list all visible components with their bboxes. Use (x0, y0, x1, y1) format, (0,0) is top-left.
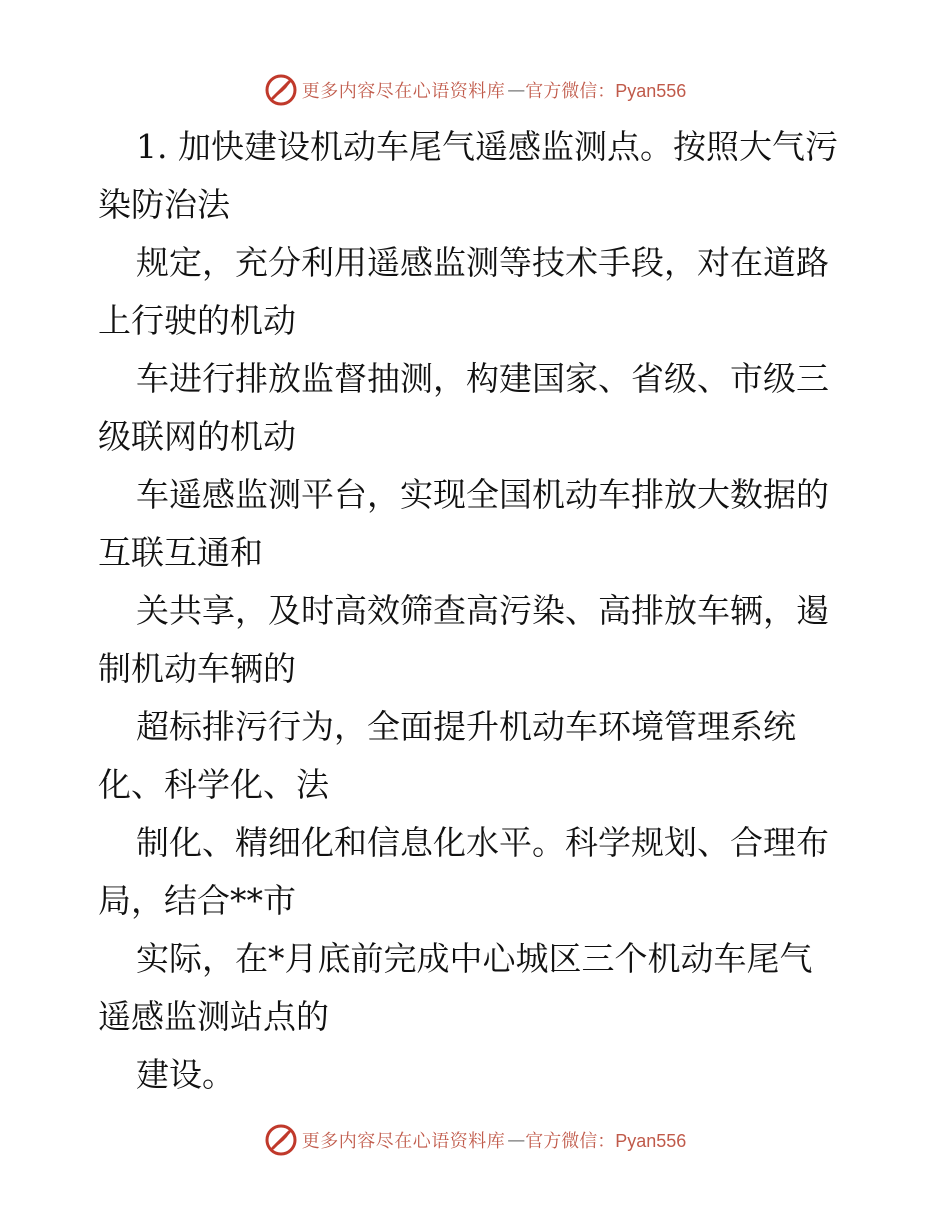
body-line: 实际，在*月底前完成中心城区三个机动车尾气 (136, 939, 813, 978)
body-line: 染防治法 (98, 185, 230, 224)
quill-logo-icon (264, 1123, 298, 1157)
document-body (98, 118, 858, 1104)
body-line: 建设。 (136, 1055, 235, 1094)
body-line: 制化、精细化和信息化水平。科学规划、合理布 (136, 823, 829, 862)
banner-library-text: 更多内容尽在心语资料库 (301, 1131, 506, 1152)
footer-banner (0, 1120, 950, 1160)
body-line: 遥感监测站点的 (98, 997, 329, 1036)
body-line: 化、科学化、法 (98, 765, 329, 804)
body-line: 级联网的机动 (98, 417, 296, 456)
body-line: 上行驶的机动 (98, 301, 296, 340)
body-line: 互联互通和 (98, 533, 263, 572)
quill-logo-icon (264, 73, 298, 107)
body-line: 关共享，及时高效筛查高污染、高排放车辆，遏 (136, 591, 829, 630)
body-line: 1. 加快建设机动车尾气遥感监测点。按照大气污 (136, 127, 838, 166)
header-banner (0, 70, 950, 110)
body-line: 制机动车辆的 (98, 649, 296, 688)
body-line: 车进行排放监督抽测，构建国家、省级、市级三 (136, 359, 829, 398)
body-line: 规定，充分利用遥感监测等技术手段，对在道路 (136, 243, 829, 282)
body-line: 车遥感监测平台，实现全国机动车排放大数据的 (136, 475, 829, 514)
banner-separator: — (507, 1129, 526, 1151)
body-line: 超标排污行为，全面提升机动车环境管理系统 (136, 707, 796, 746)
banner-contact-text: 官方微信：Pyan556 (525, 81, 687, 101)
body-line: 局，结合**市 (98, 881, 296, 920)
banner-separator: — (507, 79, 526, 101)
banner-library-text: 更多内容尽在心语资料库 (301, 81, 506, 102)
banner-contact-text: 官方微信：Pyan556 (525, 1131, 687, 1151)
